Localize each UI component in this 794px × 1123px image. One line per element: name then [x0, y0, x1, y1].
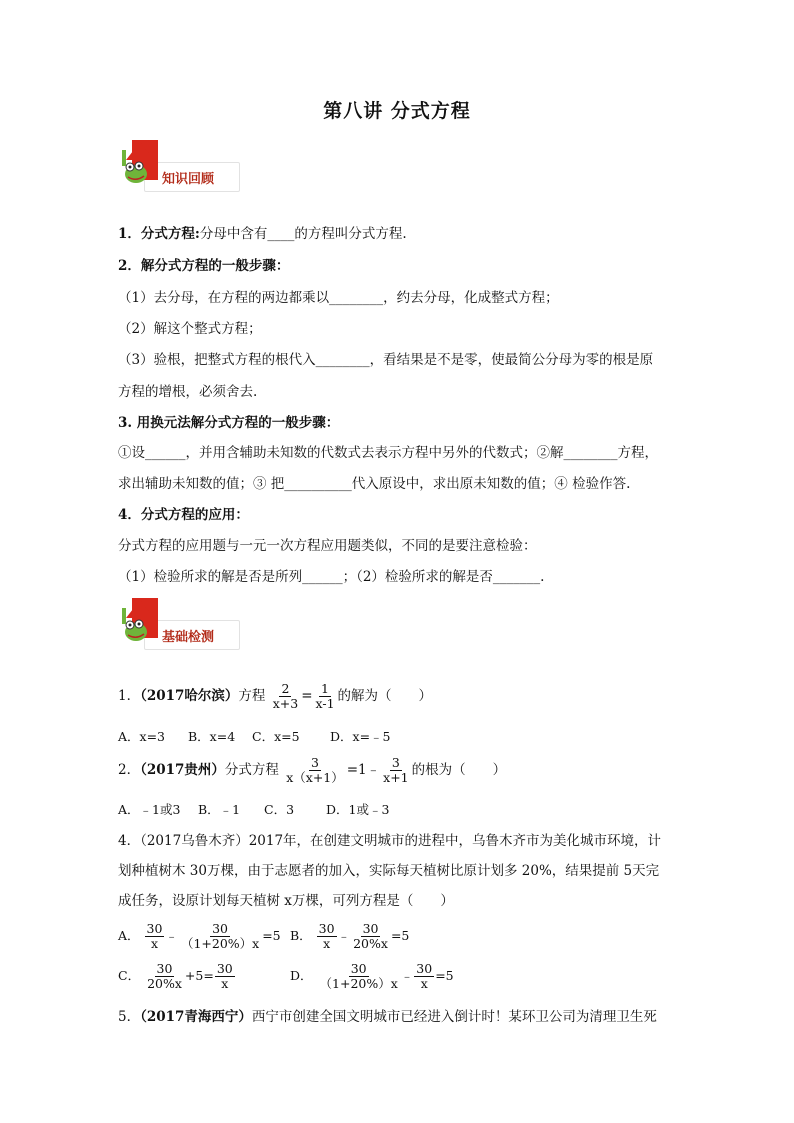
- knowledge-p4-line1: 分式方程的应用题与一元一次方程应用题类似，不同的是要注意检验：: [118, 538, 537, 554]
- question-2: 2．（2017贵州）分式方程 $\frac{3}{x(x+1)}$ =1﹣ $\frac{3}{x+1}$ 的根为（ ）: [118, 755, 507, 785]
- option-a: A．﹣1或3: [118, 802, 181, 817]
- knowledge-p3-line1: ①设______，并用含辅助未知数的代数式去表示方程中另外的代数式；②解________方程，: [118, 445, 658, 461]
- question-4-line2: 划种植树木 30万棵，由于志愿者的加入，实际每天植树比原计划多 20%，结果提前 5天完: [118, 863, 660, 879]
- question-2-options: [118, 801, 389, 819]
- question-4-option-d: D． $\frac{30}{(1+20\%)x}$ ﹣ $\frac{30}{x}$ =5: [290, 961, 454, 991]
- knowledge-p2-step2: （2）解这个整式方程；: [118, 321, 262, 337]
- option-d: D．1或﹣3: [326, 802, 390, 817]
- question-1-options: [118, 728, 391, 746]
- section-header-knowledge-review: [118, 140, 240, 192]
- knowledge-p2-step1: （1）去分母，在方程的两边都乘以________，约去分母，化成整式方程；: [118, 290, 559, 306]
- question-4-line1: 4．（2017乌鲁木齐）2017年，在创建文明城市的进程中，乌鲁木齐市为美化城市环境，计: [118, 833, 662, 849]
- fraction: $\frac{2}{x+3}$: [272, 681, 299, 711]
- fraction: $\frac{3}{x(x+1)}$: [286, 755, 344, 785]
- question-5: 5．（2017青海西宁）西宁市创建全国文明城市已经进入倒计时！某环卫公司为清理卫生死: [118, 1009, 657, 1025]
- option-c: C．x=5: [252, 729, 300, 744]
- frog-mascot-icon: [118, 598, 166, 650]
- option-c: C．3: [264, 802, 295, 817]
- question-4-line3: 成任务，设原计划每天植树 x万棵，可列方程是（ ）: [118, 893, 454, 909]
- knowledge-p4-line2: （1）检验所求的解是否是所列______；（2）检验所求的解是否_______.: [118, 569, 545, 585]
- knowledge-p2-head: 2．解分式方程的一般步骤：: [118, 258, 290, 274]
- knowledge-p2-step3: （3）验根，把整式方程的根代入________，看结果是不是零，使最简公分母为零的根是原: [118, 352, 654, 368]
- question-4-option-c: C． $\frac{30}{20\%x}$ +5= $\frac{30}{x}$: [118, 961, 233, 991]
- fraction: $\frac{3}{x+1}$: [383, 755, 409, 785]
- question-4-option-a: A． $\frac{30}{x}$ ﹣ $\frac{30}{(1+20\%)x}$ =5: [118, 921, 281, 951]
- knowledge-p3-head: 3. 用换元法解分式方程的一般步骤：: [118, 415, 340, 431]
- fraction: $\frac{1}{x-1}$: [315, 681, 335, 711]
- knowledge-p1: 1．分式方程:分母中含有____的方程叫分式方程.: [118, 226, 407, 242]
- frog-mascot-icon: [118, 140, 166, 192]
- knowledge-p4-head: 4．分式方程的应用：: [118, 507, 249, 523]
- option-b: B．﹣1: [198, 802, 241, 817]
- question-4-option-b: B． $\frac{30}{x}$ ﹣ $\frac{30}{20\%x}$ =5: [290, 921, 410, 951]
- section-label: 基础检测: [162, 630, 215, 645]
- question-1: 1．（2017哈尔滨）方程 $\frac{2}{x+3}$ = $\frac{1}{x-1}$ 的解为（ ）: [118, 681, 433, 711]
- option-d: D．x=﹣5: [330, 729, 391, 744]
- knowledge-p3-line2: 求出辅助未知数的值；③ 把__________代入原设中，求出原未知数的值；④ 检验作答.: [118, 476, 631, 492]
- option-b: B．x=4: [188, 729, 236, 744]
- section-header-basic-test: [118, 598, 240, 650]
- section-label: 知识回顾: [162, 172, 215, 187]
- page-title: 第八讲 分式方程: [323, 100, 471, 122]
- option-a: A．x=3: [118, 729, 166, 744]
- knowledge-p2-step3b: 方程的增根，必须舍去.: [118, 384, 258, 400]
